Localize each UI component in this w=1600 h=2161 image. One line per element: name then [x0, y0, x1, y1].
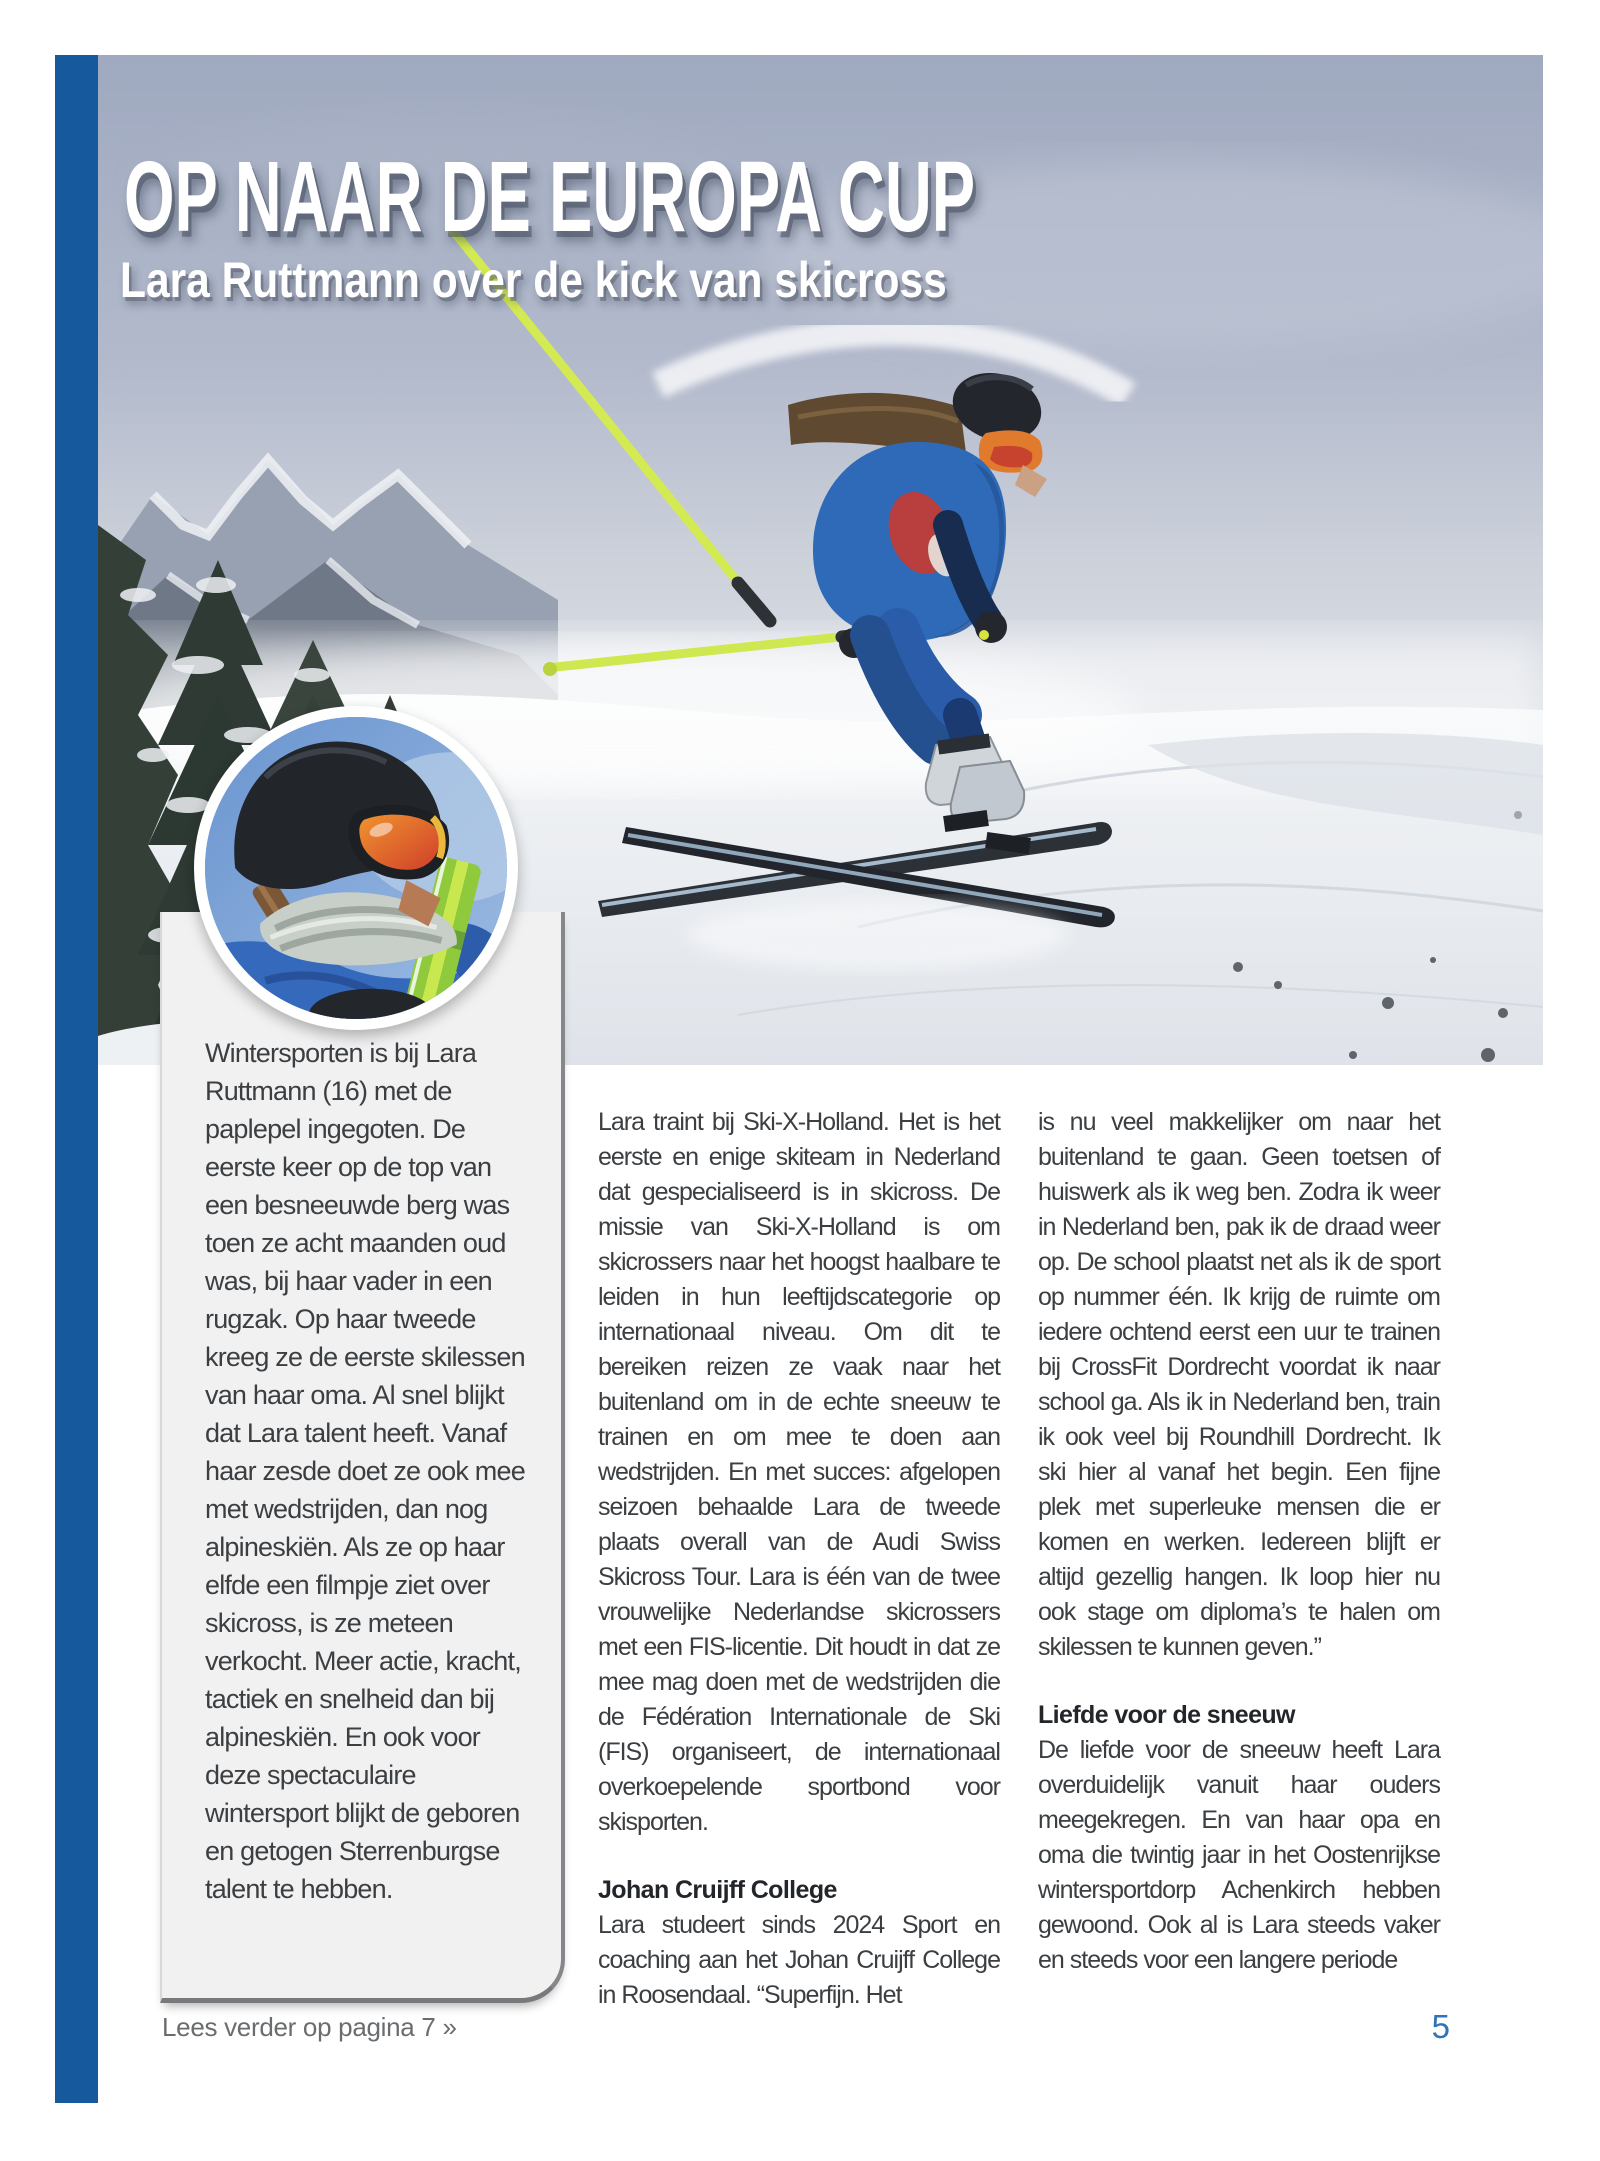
paragraph: Lara studeert sinds 2024 Sport en coaching aan het Johan Cruijff College in Roosendaal. “Superfijn. Het: [598, 1911, 1000, 2009]
left-accent-bar: [55, 55, 98, 2103]
intro-text: Wintersporten is bij Lara Ruttmann (16) met de paplepel ingegoten. De eerste keer op de top van een besneeuwde berg was toen ze acht maanden oud was, bij haar vader in een rugzak. Op haar tweede kreeg ze de eerste skilessen van haar oma. Al snel blijkt dat Lara talent heeft. Vanaf haar zesde doet ze ook mee met wedstrijden, dan nog alpineskiën. Als ze op haar elfde een filmpje ziet over skicross, is ze meteen verkocht. Meer actie, kracht, tactiek en snelheid dan bij alpineskiën. En ook voor deze spectaculaire wintersport blijkt de geboren en getogen Sterrenburgse talent te hebben.: [205, 1038, 525, 1904]
snow-spray: [688, 901, 1068, 969]
intro-card: [160, 912, 565, 2003]
portrait-photo: [205, 717, 507, 1019]
paragraph: Lara traint bij Ski-X-Holland. Het is het eerste en enige skiteam in Nederland dat gespecialiseerd is in skicross. De missie van Ski-X-Holland is om skicrossers naar het hoogst haalbare te leiden in hun leeftijdscategorie op internationaal niveau. Om dit te bereiken reizen ze vaak naar het buitenland om in de echte sneeuw te trainen en om mee te doen aan wedstrijden. En met succes: afgelopen seizoen behaalde Lara de tweede plaats overall van de Audi Swiss Skicross Tour. Lara is één van de twee vrouwelijke Nederlandse skicrossers met een FIS-licentie. Dit houdt in dat ze mee mag doen met de wedstrijden die de Fédération Internationale de Ski (FIS) organiseert, de internationaal overkoepelende sportbond voor skisporten.: [598, 1108, 1000, 1836]
glove: [975, 611, 1007, 643]
paragraph: De liefde voor de sneeuw heeft Lara overduidelijk vanuit haar ouders meegekregen. En van haar opa en oma die twintig jaar in het Oostenrijkse wintersportdorp Achenkirch hebben gewoond. Ook al is Lara steeds vaker en steeds voor een langere periode: [1038, 1736, 1440, 1974]
section-heading: Liefde voor de sneeuw: [1038, 1701, 1295, 1729]
continue-note: Lees verder op pagina 7 »: [162, 2012, 457, 2042]
article-column-right: [1038, 1105, 1440, 1978]
article-subtitle: Lara Ruttmann over de kick van skicross: [120, 252, 947, 308]
article-title: OP NAAR DE EUROPA CUP: [124, 141, 976, 253]
section-heading: Johan Cruijff College: [598, 1876, 837, 1904]
page-number: 5: [1431, 2008, 1450, 2045]
paragraph: is nu veel makkelijker om naar het buitenland te gaan. Geen toetsen of huiswerk als ik weg ben. Zodra ik weer in Nederland ben, pak ik de draad weer op. De school plaatst net als ik de sport op nummer één. Ik krijg de ruimte om iedere ochtend eerst een uur te trainen bij CrossFit Dordrecht voordat ik naar school ga. Als ik in Nederland ben, train ik ook veel bij Roundhill Dordrecht. Ik ski hier al vanaf het begin. Een fijne plek met superleuke mensen die er komen en werken. Iedereen blijft er altijd gezellig hangen. Ik loop hier nu ook stage om diploma’s te halen om skilessen te kunnen geven.”: [1038, 1108, 1440, 1661]
article-column-middle: [598, 1105, 1000, 2013]
portrait-inset: [194, 706, 518, 1030]
